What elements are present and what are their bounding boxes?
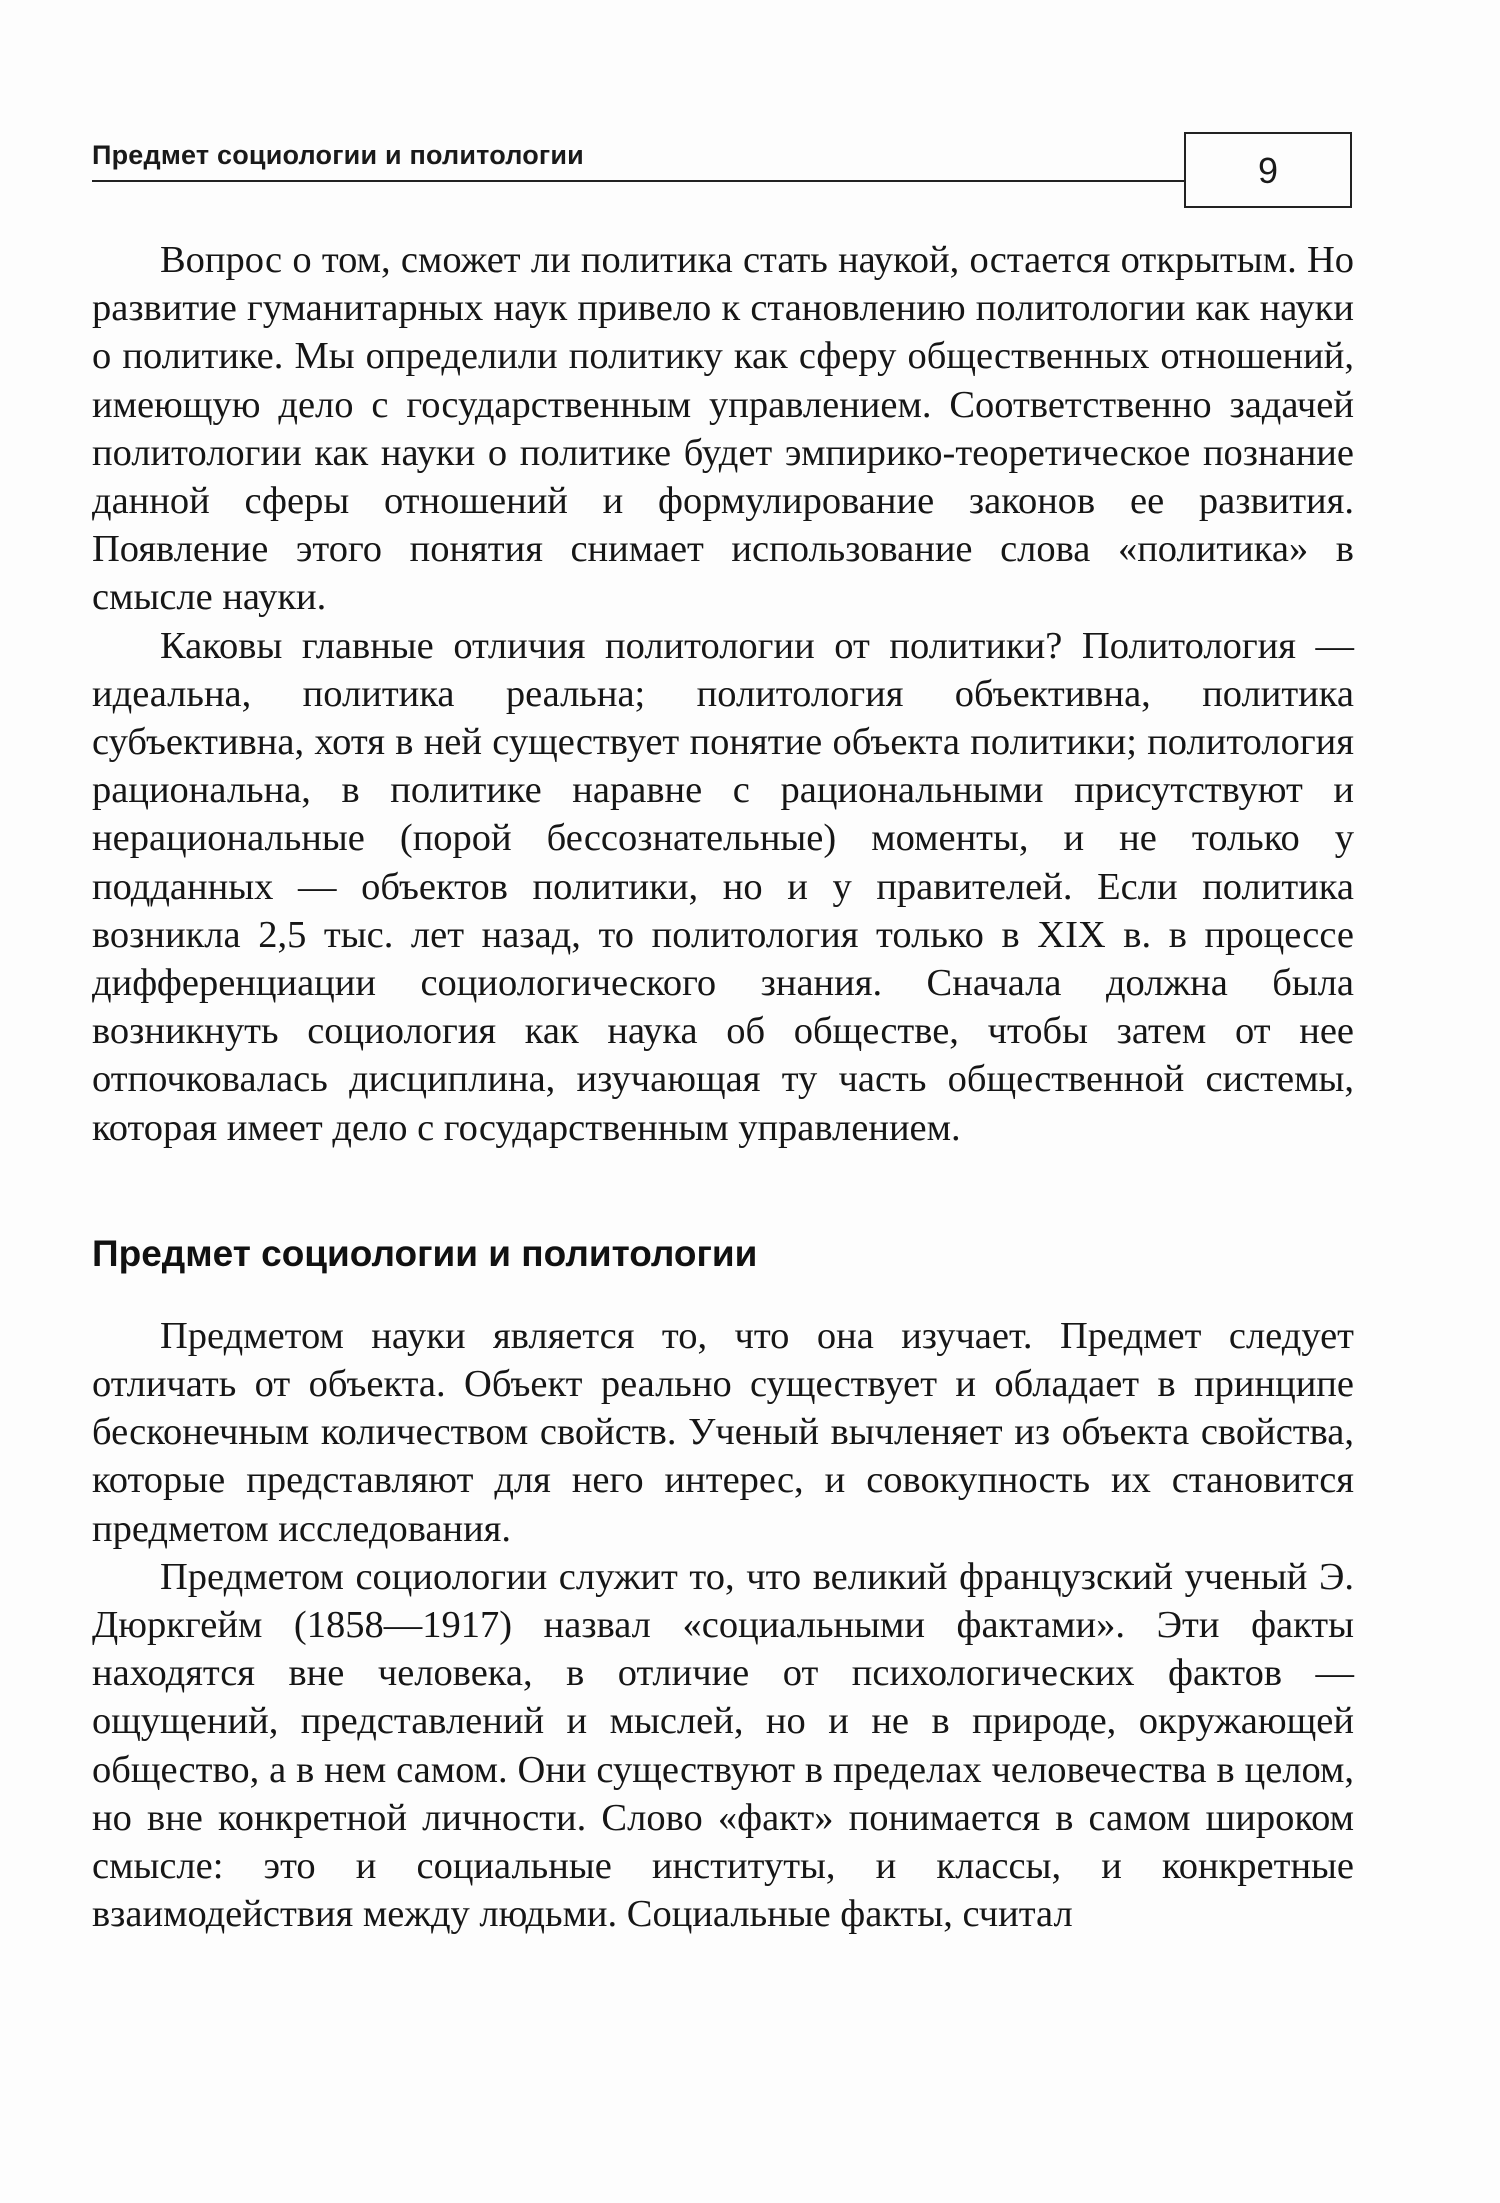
paragraph: Каковы главные отличия политологии от политики? Политология — идеальна, политика реальна; политология объективна, политика субъективна, хотя в ней существует понятие объекта политики; политология рациональна, в политике наравне с рациональными присутствуют и нерациональные (порой бессознательные) моменты, и не только у подданных — объектов политики, но и у правителей. Если политика возникла 2,5 тыс. лет назад, то политология только в XIX в. в процессе дифференциации социологического знания. Сначала должна была возникнуть социология как наука об обществе, чтобы затем от нее отпочковалась дисциплина, изучающая ту часть общественной системы, которая имеет дело с государственным управлением. [92, 624, 1354, 1149]
paragraph: Предметом науки является то, что она изучает. Предмет следует отличать от объекта. Объект реально существует и обладает в принципе бесконечным количеством свойств. Ученый вычленяет из объекта свойства, которые представляют для него интерес, и совокупность их становится предметом исследования. [92, 1314, 1354, 1550]
running-header [92, 128, 1354, 212]
page-number: 9 [1257, 150, 1279, 191]
running-header-title: Предмет социологии и политологии [92, 140, 584, 170]
paragraph: Вопрос о том, сможет ли политика стать наукой, остается открытым. Но развитие гуманитарных наук привело к становлению политологии как науки о политике. Мы определили политику как сферу общественных отношений, имеющую дело с государственным управлением. Соответственно задачей политологии как науки о политике будет эмпирико-теоретическое познание данной сферы отношений и формулирование законов ее развития. Появление этого понятия снимает использование слова «политика» в смысле науки. [92, 239, 1354, 619]
page-content [92, 236, 1354, 1939]
header-rule [92, 180, 1184, 182]
page-number-box [1184, 132, 1352, 208]
paragraph: Предметом социологии служит то, что великий французский ученый Э. Дюркгейм (1858—1917) назвал «социальными фактами». Эти факты находятся вне человека, в отличие от психологических фактов — ощущений, представлений и мыслей, но и не в природе, окружающей общество, а в нем самом. Они существуют в пределах человечества в целом, но вне конкретной личности. Слово «факт» понимается в самом широком смысле: это и социальные институты, и классы, и конкретные взаимодействия между людьми. Социальные факты, считал [92, 1555, 1354, 1936]
section-heading: Предмет социологии и политологии [92, 1232, 758, 1274]
